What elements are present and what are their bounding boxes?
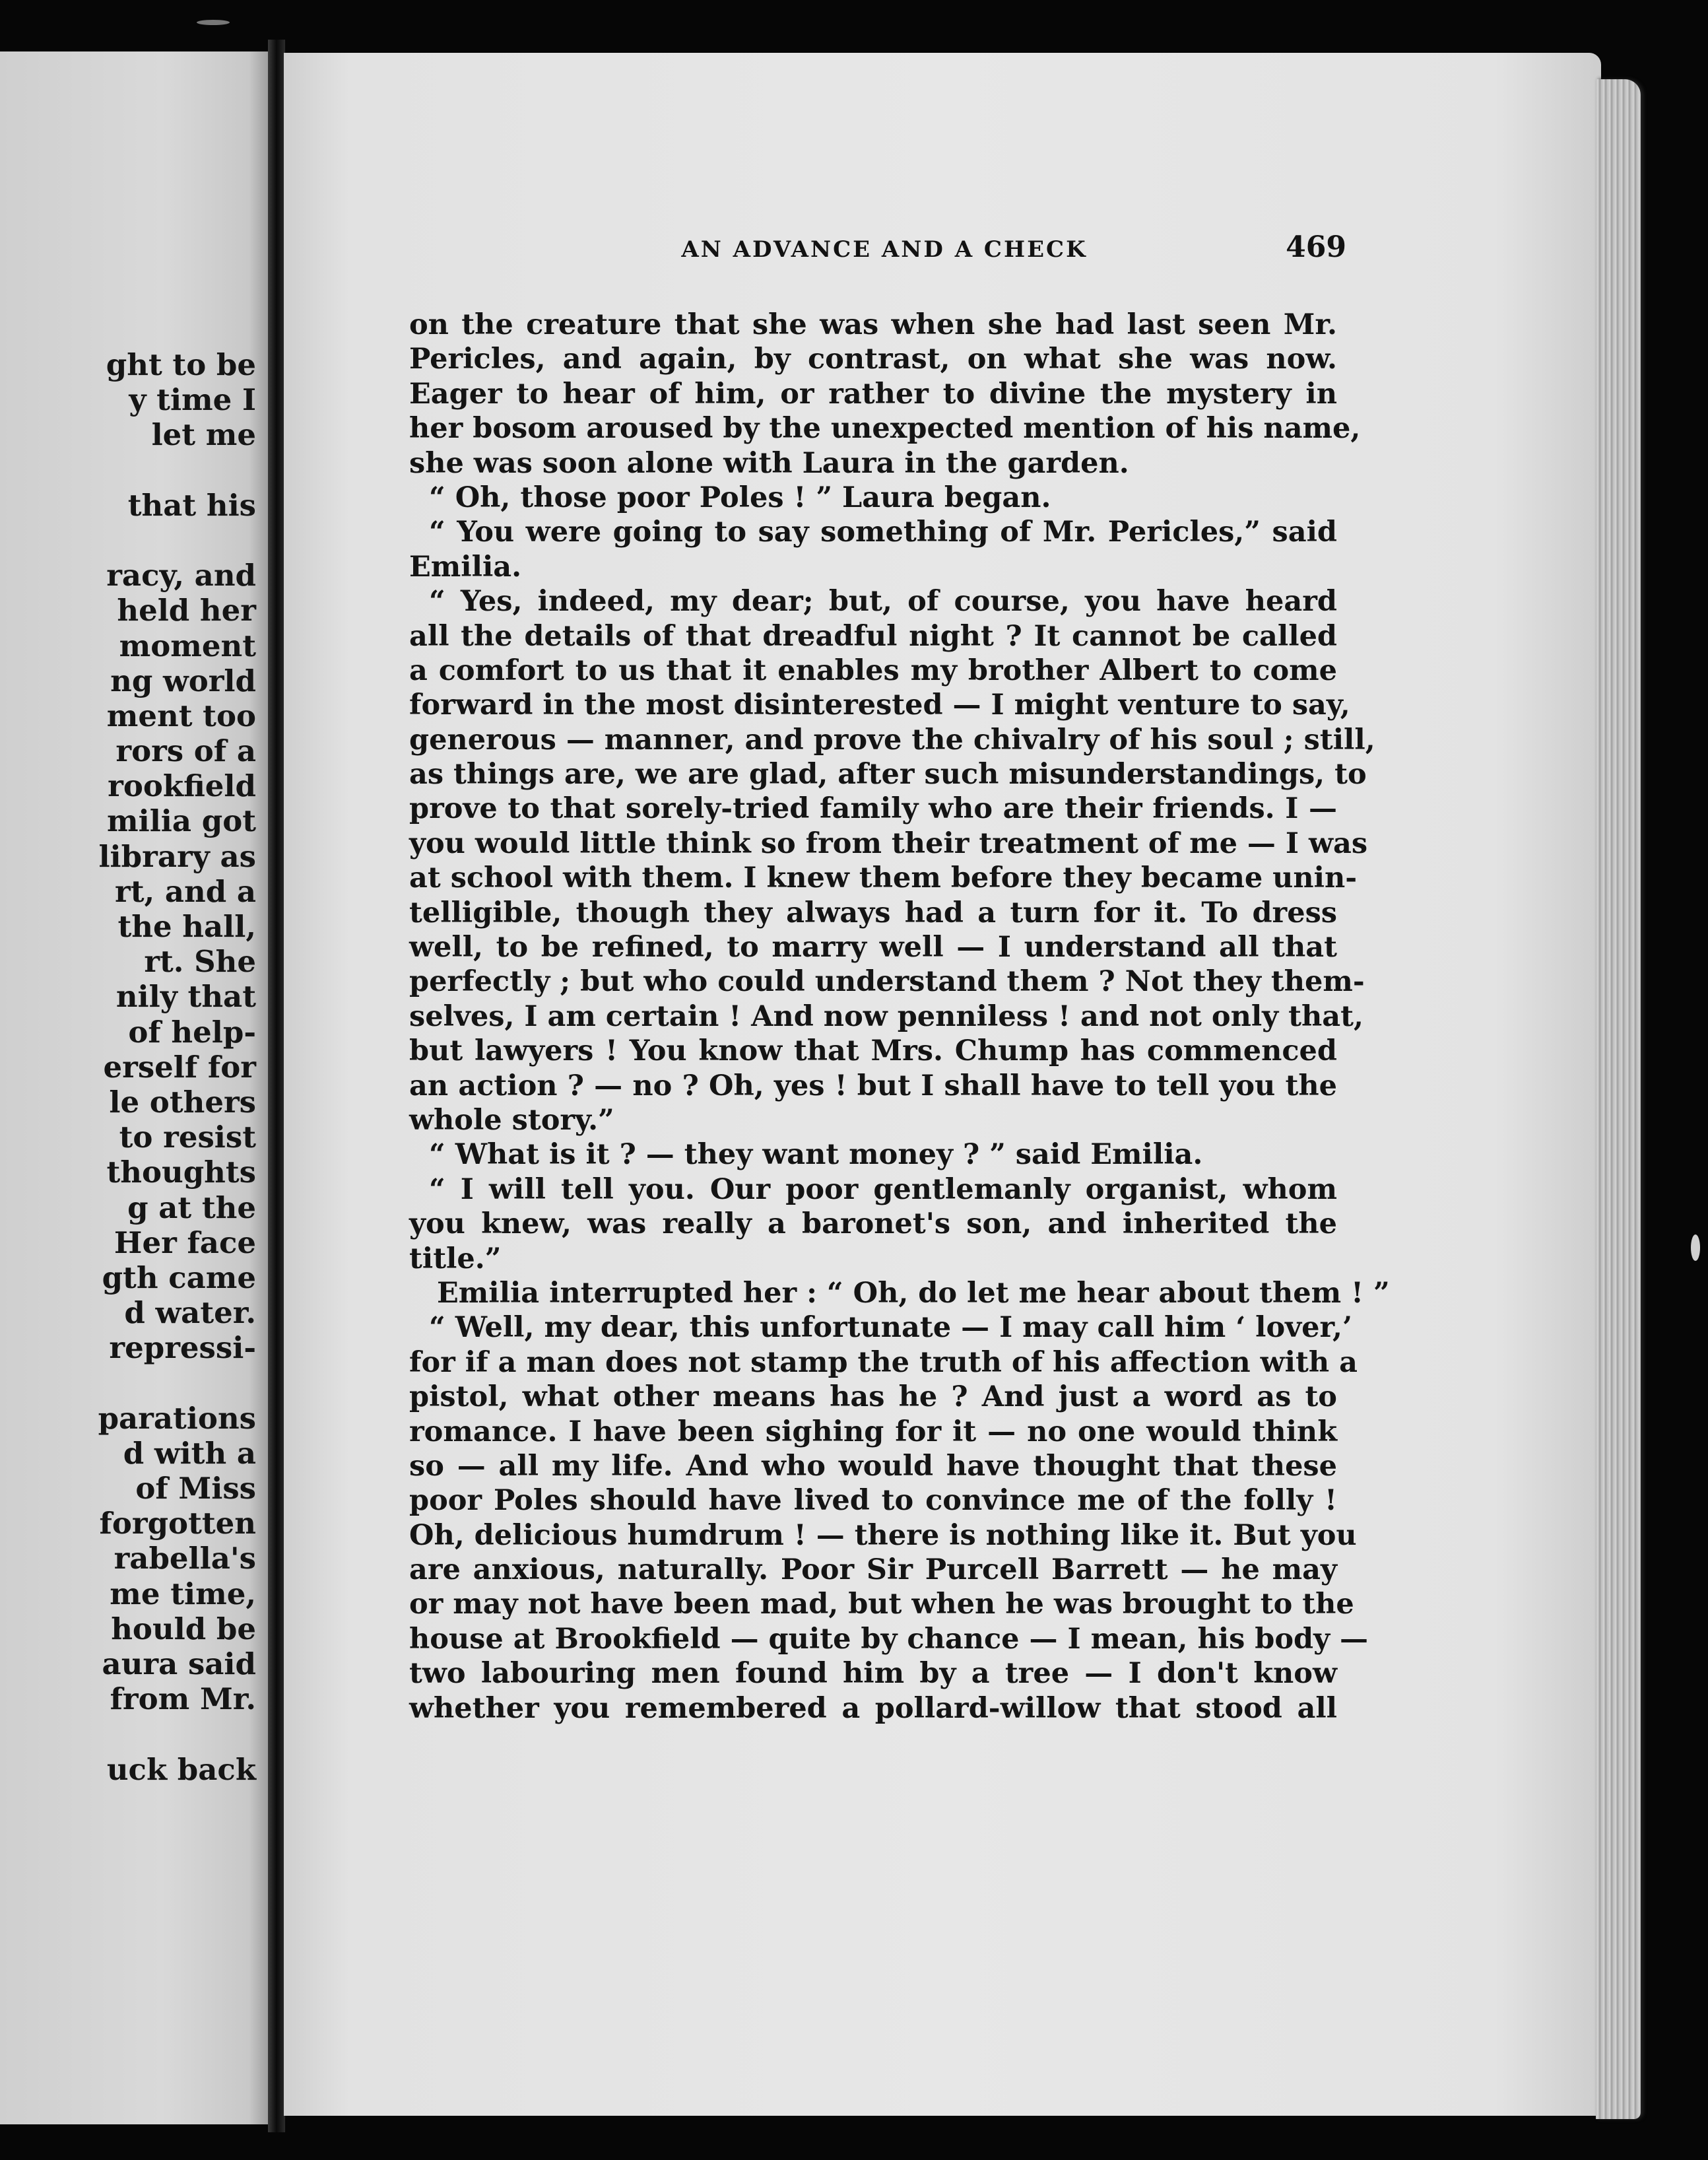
text-line: an action ? — no ? Oh, yes ! but I shall have to tell you the: [409, 1069, 1337, 1102]
text-line: “ You were going to say something of Mr. Pericles,” said: [429, 516, 1337, 549]
previous-page-line: aura said: [102, 1646, 256, 1681]
text-line: generous — manner, and prove the chivalry of his soul ; still,: [409, 723, 1375, 757]
text-line: at school with them. I knew them before they became unin-: [409, 861, 1358, 895]
previous-page-line: uck back: [106, 1751, 256, 1787]
previous-page-text-fragments: [0, 347, 256, 1787]
text-line: telligible, though they always had a turn for it. To dress: [409, 896, 1337, 929]
previous-page-line: me time,: [110, 1576, 256, 1611]
text-line: she was soon alone with Laura in the garden.: [409, 446, 1129, 480]
text-line: well, to be refined, to marry well — I understand all that: [409, 931, 1337, 964]
previous-page-line: le others: [109, 1084, 256, 1120]
previous-page-line: parations: [98, 1400, 256, 1436]
text-line: but lawyers ! You know that Mrs. Chump has commenced: [409, 1034, 1337, 1068]
previous-page-line: rabella's: [114, 1541, 256, 1576]
text-line: her bosom aroused by the unexpected mention of his name,: [409, 412, 1361, 446]
text-line: pistol, what other means has he ? And just a word as to: [409, 1380, 1337, 1414]
text-line: two labouring men found him by a tree — I don't know: [409, 1657, 1337, 1691]
text-line: you knew, was really a baronet's son, and inherited the: [409, 1207, 1337, 1241]
text-line: Eager to hear of him, or rather to divine the mystery in: [409, 377, 1337, 411]
previous-page-line: ng world: [110, 663, 256, 698]
text-line: perfectly ; but who could understand them ? Not they them-: [409, 965, 1365, 999]
previous-page-line: library as: [98, 838, 256, 874]
previous-page-line: hould be: [111, 1611, 256, 1646]
previous-page-line: thoughts: [106, 1155, 256, 1190]
text-line: all the details of that dreadful night ? It cannot be called: [409, 619, 1337, 653]
text-line: Emilia interrupted her : “ Oh, do let me hear about them ! ”: [437, 1276, 1390, 1310]
previous-page-line: of Miss: [135, 1471, 256, 1506]
previous-page-line: that his: [127, 487, 256, 523]
previous-page-line: of help-: [128, 1014, 256, 1050]
previous-page-line: nily that: [115, 979, 256, 1015]
previous-page-line: milia got: [107, 803, 256, 839]
text-line: Pericles, and again, by contrast, on what she was now.: [409, 343, 1337, 376]
text-line: so — all my life. And who would have thought that these: [409, 1449, 1337, 1483]
previous-page-line: rt, and a: [115, 873, 256, 909]
previous-page-line: ght to be: [106, 347, 256, 382]
text-line: are anxious, naturally. Poor Sir Purcell Barrett — he may: [409, 1553, 1337, 1587]
text-line: as things are, we are glad, after such misunderstandings, to: [409, 758, 1367, 792]
text-line: selves, I am certain ! And now penniless ! and not only that,: [409, 999, 1363, 1033]
text-line: for if a man does not stamp the truth of his affection with a: [409, 1345, 1358, 1379]
page-edge-stack: [1596, 79, 1641, 2119]
previous-page-line: racy, and: [106, 558, 256, 593]
text-line: “ Yes, indeed, my dear; but, of course, you have heard: [429, 585, 1337, 619]
previous-page-line: held her: [117, 593, 256, 628]
text-line: “ I will tell you. Our poor gentlemanly organist, whom: [429, 1172, 1337, 1206]
previous-page-line: forgotten: [99, 1506, 256, 1541]
text-line: “ What is it ? — they want money ? ” said Emilia.: [429, 1138, 1203, 1172]
previous-page-line: moment: [119, 628, 256, 663]
text-line: prove to that sorely-tried family who are their friends. I —: [409, 792, 1337, 826]
text-line: forward in the most disinterested — I might venture to say,: [409, 689, 1350, 722]
previous-page-line: from Mr.: [110, 1681, 256, 1717]
scan-speck: [197, 20, 230, 25]
previous-page-line: rookfield: [108, 768, 256, 804]
previous-page-line: repressi-: [109, 1330, 256, 1366]
previous-page-line: to resist: [119, 1120, 256, 1155]
previous-page-line: gth came: [102, 1260, 256, 1295]
previous-page-line: rt. She: [144, 944, 256, 980]
text-line: you would little think so from their treatment of me — I was: [409, 827, 1368, 860]
previous-page-line: d water.: [124, 1295, 256, 1331]
text-line: whole story.”: [409, 1103, 614, 1137]
previous-page-line: ment too: [106, 698, 256, 733]
text-line: romance. I have been sighing for it — no one would think: [409, 1415, 1337, 1448]
previous-page-line: Her face: [114, 1225, 256, 1260]
text-line: “ Well, my dear, this unfortunate — I may call him ‘ lover,’: [429, 1311, 1352, 1345]
previous-page-line: the hall,: [117, 909, 256, 944]
text-line: on the creature that she was when she had last seen Mr.: [409, 308, 1337, 341]
page-body-text: [409, 308, 1390, 1726]
text-line: Oh, delicious humdrum ! — there is nothing like it. But you: [409, 1518, 1357, 1552]
previous-page-line: g at the: [127, 1190, 256, 1225]
previous-page-line: d with a: [123, 1435, 256, 1471]
previous-page-line: rors of a: [115, 733, 256, 769]
running-head: AN ADVANCE AND A CHECK: [681, 236, 1088, 263]
previous-page-line: let me: [151, 417, 256, 453]
previous-page-line: [0, 453, 256, 488]
text-line: or may not have been mad, but when he was brought to the: [409, 1588, 1354, 1621]
page-number: 469: [1286, 230, 1346, 264]
previous-page-line: [0, 1716, 256, 1751]
previous-page-line: y time I: [129, 382, 256, 418]
text-line: a comfort to us that it enables my brother Albert to come: [409, 654, 1337, 687]
previous-page-edge: [0, 51, 271, 2124]
previous-page-line: [0, 523, 256, 558]
text-line: house at Brookfield — quite by chance — I mean, his body —: [409, 1622, 1369, 1656]
text-line: Emilia.: [409, 550, 522, 584]
book-gutter: [268, 40, 285, 2132]
text-line: title.”: [409, 1242, 502, 1275]
text-line: whether you remembered a pollard-willow that stood all: [409, 1691, 1337, 1725]
text-line: poor Poles should have lived to convince me of the folly !: [409, 1484, 1337, 1518]
text-line: “ Oh, those poor Poles ! ” Laura began.: [429, 481, 1051, 514]
previous-page-line: [0, 1365, 256, 1400]
previous-page-line: erself for: [103, 1049, 256, 1085]
scan-speck: [1691, 1234, 1700, 1261]
